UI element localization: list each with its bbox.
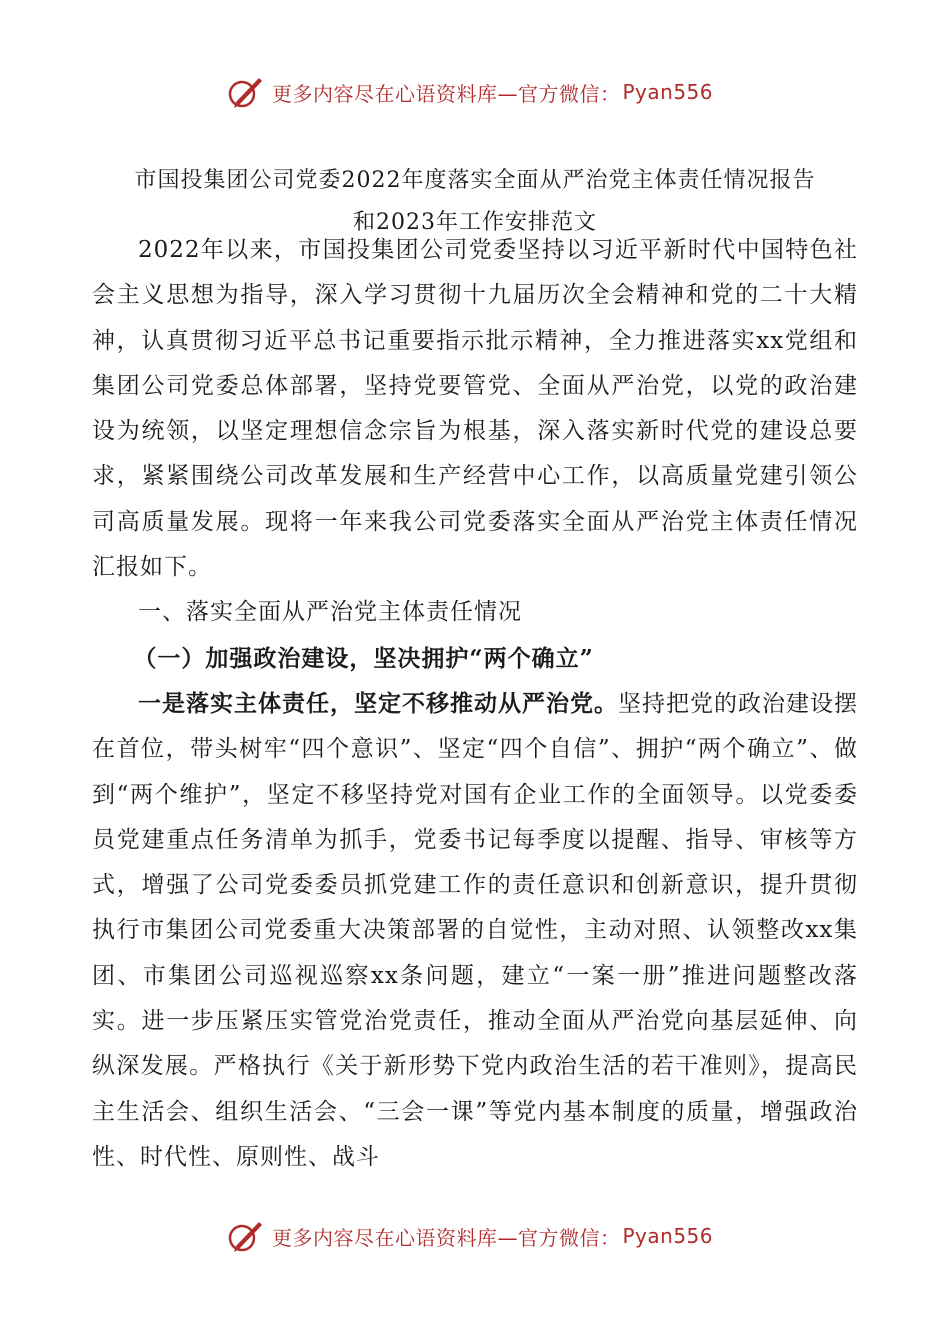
title-line-2: 和2023年工作安排范文 xyxy=(353,210,597,235)
point-1-lead: 一是落实主体责任，坚定不移推动从严治党。 xyxy=(138,689,618,717)
subsection-1-heading: （一）加强政治建设，坚决拥护“两个确立” xyxy=(133,644,594,672)
pen-logo-icon xyxy=(226,1216,266,1256)
intro-paragraph: 2022年以来，市国投集团公司党委坚持以习近平新时代中国特色社会主义思想为指导，深入学习贯彻十九届历次全会精神和党的二十大精神，认真贯彻习近平总书记重要指示批示精神，全力推进落实xx党组和集团公司党委总体部署，坚持党要管党、全面从严治党，以党的政治建设为统领，以坚定理想信念宗旨为根基，深入落实新时代党的建设总要求，紧紧围绕公司改革发展和生产经营中心工作，以高质量党建引领公司高质量发展。现将一年来我公司党委落实全面从严治党主体责任情况汇报如下。 xyxy=(92,237,858,581)
watermark-header xyxy=(226,72,713,112)
section-1-heading: 一、落实全面从严治党主体责任情况 xyxy=(138,599,522,626)
point-1-paragraph xyxy=(92,681,858,1180)
title-line-1: 市国投集团公司党委2022年度落实全面从严治党主体责任情况报告 xyxy=(134,168,816,193)
watermark-footer xyxy=(226,1216,713,1256)
point-1-body: 坚持把党的政治建设摆在首位，带头树牢“四个意识”、坚定“四个自信”、拥护“两个确立”、做到“两个维护”，坚定不移坚持党对国有企业工作的全面领导。以党委委员党建重点任务清单为抓手，党委书记每季度以提醒、指导、审核等方式，增强了公司党委委员抓党建工作的责任意识和创新意识，提升贯彻执行市集团公司党委重大决策部署的自觉性，主动对照、认领整改xx集团、市集团公司巡视巡察xx条问题，建立“一案一册”推进问题整改落实。进一步压紧压实管党治党责任，推动全面从严治党向基层延伸、向纵深发展。严格执行《关于新形势下党内政治生活的若干准则》，提高民主生活会、组织生活会、“三会一课”等党内基本制度的质量，增强政治性、时代性、原则性、战斗 xyxy=(92,690,858,1170)
watermark-text: 更多内容尽在心语资料库—官方微信： xyxy=(272,1225,621,1250)
pen-logo-icon xyxy=(226,72,266,112)
document-body xyxy=(92,228,858,1180)
watermark-wechat-id: Pyan556 xyxy=(622,1224,714,1248)
watermark-text: 更多内容尽在心语资料库—官方微信： xyxy=(272,81,621,106)
watermark-wechat-id: Pyan556 xyxy=(622,80,714,104)
